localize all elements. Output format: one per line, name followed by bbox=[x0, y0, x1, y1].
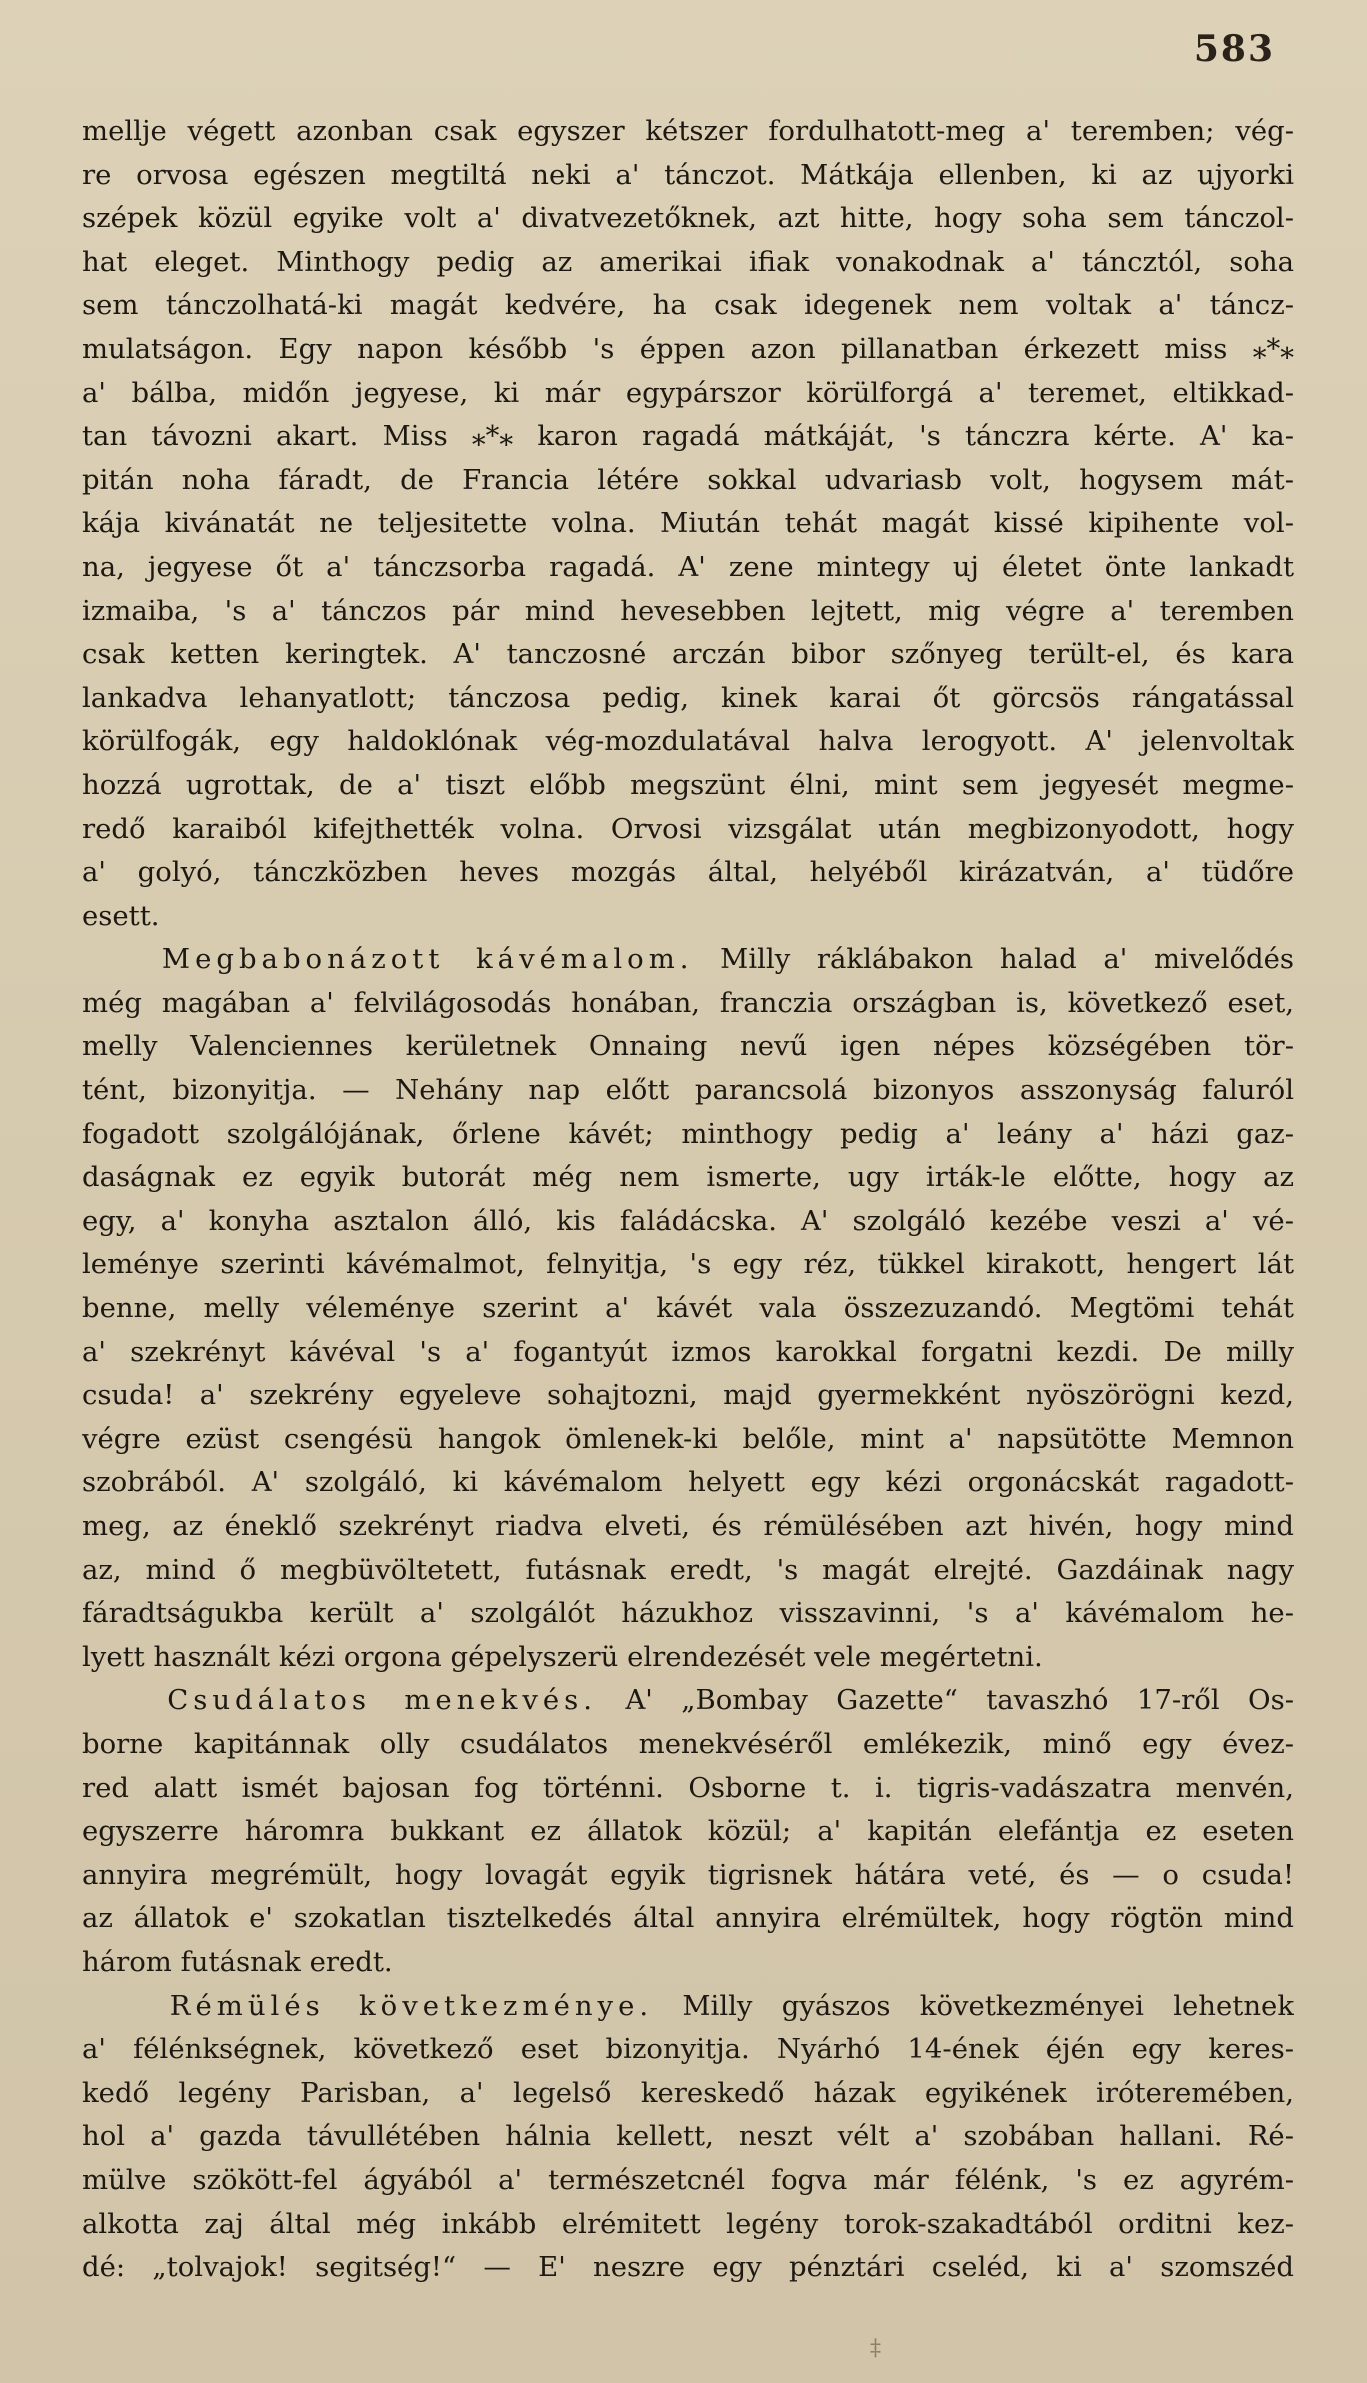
text-line: red alatt ismét bajosan fog történni. Osborne t. i. tigris-vadászatra menvén, bbox=[82, 1771, 1294, 1804]
text-line: egy, a' konyha asztalon álló, kis faládácska. A' szolgáló kezébe veszi a' vé- bbox=[82, 1204, 1294, 1237]
text-line: borne kapitánnak olly csudálatos menekvéséről emlékezik, minő egy évez- bbox=[82, 1727, 1294, 1760]
text-line: egyszerre háromra bukkant ez állatok közül; a' kapitán elefántja ez eseten bbox=[82, 1815, 1294, 1848]
text-line: a' golyó, tánczközben heves mozgás által, helyéből kirázatván, a' tüdőre bbox=[82, 856, 1294, 889]
text-line: mülve szökött-fel ágyából a' természetcnél fogva már félénk, 's ez agyrém- bbox=[82, 2163, 1294, 2196]
text-line: csuda! a' szekrény egyeleve sohajtozni, majd gyermekként nyöszörögni kezd, bbox=[82, 1379, 1294, 1412]
text-line: annyira megrémült, hogy lovagát egyik tigrisnek hátára veté, és — o csuda! bbox=[82, 1858, 1294, 1891]
page-number: 583 bbox=[1193, 28, 1275, 70]
text-line: lyett használt kézi orgona gépelyszerü elrendezését vele megértetni. bbox=[82, 1640, 1043, 1673]
text-line: három futásnak eredt. bbox=[82, 1945, 393, 1978]
text-line: fáradtságukba került a' szolgálót házukhoz visszavinni, 's a' kávémalom he- bbox=[82, 1597, 1294, 1630]
text-line: benne, melly véleménye szerint a' kávét vala összezuzandó. Megtömi tehát bbox=[82, 1292, 1294, 1325]
text-line: végre ezüst csengésü hangok ömlenek-ki belőle, mint a' napsütötte Memnon bbox=[82, 1422, 1294, 1455]
text-line: redő karaiból kifejthették volna. Orvosi vizsgálat után megbizonyodott, hogy bbox=[82, 812, 1294, 845]
paragraph-first-line bbox=[82, 1679, 1294, 1723]
text-line: mellje végett azonban csak egyszer kétszer fordulhatott-meg a' teremben; vég- bbox=[82, 115, 1294, 147]
text-run: Milly ráklábakon halad a' mivelődés bbox=[720, 943, 1294, 976]
text-line: szobrából. A' szolgáló, ki kávémalom helyett egy kézi orgonácskát ragadott- bbox=[82, 1466, 1294, 1499]
text-line: a' félénkségnek, következő eset bizonyitja. Nyárhó 14-ének éjén egy keres- bbox=[82, 2033, 1294, 2066]
text-line: sem tánczolhatá-ki magát kedvére, ha csak idegenek nem voltak a' táncz- bbox=[82, 289, 1294, 322]
text-line: lankadva lehanyatlott; tánczosa pedig, kinek karai őt görcsös rángatással bbox=[82, 681, 1294, 714]
text-line: az, mind ő megbüvöltetett, futásnak eredt, 's magát elrejté. Gazdáinak nagy bbox=[82, 1553, 1294, 1586]
text-line: tént, bizonyitja. — Nehány nap előtt parancsolá bizonyos asszonyság faluról bbox=[82, 1074, 1294, 1107]
text-line: na, jegyese őt a' tánczsorba ragadá. A' zene mintegy uj életet önte lankadt bbox=[82, 550, 1294, 583]
section-heading: Csudálatos menekvés. bbox=[167, 1684, 598, 1717]
text-line: re orvosa egészen megtiltá neki a' tánczot. Mátkája ellenben, ki az ujyorki bbox=[82, 158, 1294, 191]
text-line: esett. bbox=[82, 899, 160, 932]
text-line: fogadott szolgálójának, őrlene kávét; minthogy pedig a' leány a' házi gaz- bbox=[82, 1117, 1294, 1150]
section-heading: Rémülés következménye. bbox=[169, 1989, 654, 2022]
text-line: hozzá ugrottak, de a' tiszt előbb megszünt élni, mint sem jegyesét megme- bbox=[82, 768, 1294, 801]
text-line: alkotta zaj által még inkább elrémitett legény torok-szakadtából orditni kez- bbox=[82, 2207, 1294, 2240]
text-line: kedő legény Parisban, a' legelső kereskedő házak egyikének iróteremében, bbox=[82, 2076, 1294, 2109]
section-heading: Megbabonázott kávémalom. bbox=[161, 943, 694, 976]
text-line: melly Valenciennes kerületnek Onnaing nevű igen népes községében tör- bbox=[82, 1030, 1294, 1063]
paragraph-first-line bbox=[82, 938, 1294, 982]
text-line: leménye szerinti kávémalmot, felnyitja, 's egy réz, tükkel kirakott, hengert lát bbox=[82, 1248, 1294, 1281]
text-line: a' szekrényt kávéval 's a' fogantyút izmos karokkal forgatni kezdi. De milly bbox=[82, 1335, 1294, 1368]
text-line: mulatságon. Egy napon később 's éppen azon pillanatban érkezett miss ⁎*⁎ bbox=[82, 332, 1294, 365]
text-line: hol a' gazda távullétében hálnia kellett, neszt vélt a' szobában hallani. Ré- bbox=[82, 2120, 1294, 2153]
text-line: körülfogák, egy haldoklónak vég-mozdulatával halva lerogyott. A' jelenvoltak bbox=[82, 725, 1294, 758]
text-line: kája kivánatát ne teljesitette volna. Miután tehát magát kissé kipihente vol- bbox=[82, 507, 1294, 540]
text-line: izmaiba, 's a' tánczos pár mind hevesebben lejtett, mig végre a' teremben bbox=[82, 594, 1294, 627]
text-run: Milly gyászos következményei lehetnek bbox=[682, 1989, 1294, 2022]
text-line: tan távozni akart. Miss ⁎*⁎ karon ragadá mátkáját, 's tánczra kérte. A' ka- bbox=[82, 420, 1294, 453]
text-line: szépek közül egyike volt a' divatvezetőknek, azt hitte, hogy soha sem tánczol- bbox=[82, 202, 1294, 235]
body-text bbox=[82, 110, 1294, 2290]
text-line: dé: „tolvajok! segitség!“ — E' neszre egy pénztári cseléd, ki a' szomszéd bbox=[82, 2251, 1294, 2284]
text-line: meg, az éneklő szekrényt riadva elveti, és rémülésében azt hivén, hogy mind bbox=[82, 1510, 1294, 1542]
paragraph-first-line bbox=[82, 1985, 1294, 2029]
text-line: daságnak ez egyik butorát még nem ismerte, ugy irták-le előtte, hogy az bbox=[82, 1161, 1294, 1194]
text-line: a' bálba, midőn jegyese, ki már egypárszor körülforgá a' teremet, eltikkad- bbox=[82, 376, 1294, 409]
text-run: A' „Bombay Gazette“ tavaszhó 17-ről Os- bbox=[625, 1684, 1294, 1717]
text-line: még magában a' felvilágosodás honában, franczia országban is, következő eset, bbox=[82, 986, 1294, 1019]
text-line: az állatok e' szokatlan tisztelkedés által annyira elrémültek, hogy rögtön mind bbox=[82, 1902, 1294, 1935]
text-line: csak ketten keringtek. A' tanczosné arczán bibor szőnyeg terült-el, és kara bbox=[82, 638, 1294, 671]
footer-mark: ‡ bbox=[870, 2336, 881, 2361]
text-line: hat eleget. Minthogy pedig az amerikai ifiak vonakodnak a' táncztól, soha bbox=[82, 245, 1294, 278]
text-line: pitán noha fáradt, de Francia létére sokkal udvariasb volt, hogysem mát- bbox=[82, 463, 1294, 496]
